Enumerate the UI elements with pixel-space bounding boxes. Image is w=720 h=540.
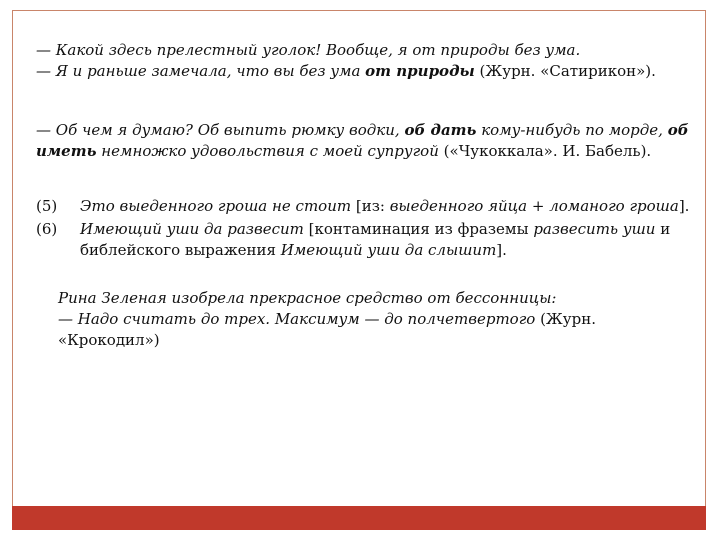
quote-line-2-source: (Журн. «Сатирикон»). xyxy=(474,62,656,80)
quote2-a: — Об чем я думаю? Об выпить рюмку водки, xyxy=(36,121,405,139)
quote-line-1: — Какой здесь прелестный уголок! Вообще, я от природы без ума. xyxy=(36,41,581,59)
quote4-line-1: Рина Зеленая изобрела прекрасное средство от бессонницы: xyxy=(58,289,557,307)
quote4-line-2-source: (Журн. «Крокодил») xyxy=(58,310,596,349)
quote-line-2 xyxy=(36,61,696,82)
quote-chukokkala xyxy=(36,120,696,162)
slide-frame xyxy=(12,10,706,530)
ex5-c: выеденного яйца xyxy=(389,197,528,215)
ex6-b: [контаминация из фраземы xyxy=(303,220,534,238)
example-text xyxy=(80,219,696,261)
examples-list xyxy=(36,196,696,261)
ex6-f: ]. xyxy=(496,241,507,259)
example-5 xyxy=(36,196,696,217)
ex5-b: [из: xyxy=(351,197,390,215)
quote2-c: кому-нибудь по морде, xyxy=(476,121,668,139)
ex6-e: Имеющий уши да слышит xyxy=(280,241,497,259)
quote-line-2-emphasis: от природы xyxy=(365,62,475,80)
quote2-d: об иметь xyxy=(36,121,689,160)
quote-krokodil xyxy=(58,288,698,351)
ex5-a: Это выеденного гроша не стоит xyxy=(80,197,352,215)
quote4-line-2-text: — Надо считать до трех. Максимум — до полчетвертого xyxy=(58,310,536,328)
quote2-e: немножко удовольствия с моей супругой xyxy=(96,142,439,160)
quote4-line-2 xyxy=(58,309,698,351)
example-number: (5) xyxy=(36,197,58,215)
example-6 xyxy=(36,219,696,261)
quote-line-2-a: — Я и раньше замечала, что вы без ума xyxy=(36,62,366,80)
ex5-d: + xyxy=(527,197,550,215)
example-number: (6) xyxy=(36,220,58,238)
quote-satirikon xyxy=(36,40,696,82)
quote2-b: об дать xyxy=(404,121,477,139)
bottom-accent-bar xyxy=(12,506,706,530)
ex5-f: ]. xyxy=(678,197,690,215)
ex6-a: Имеющий уши да развесит xyxy=(80,220,304,238)
example-text xyxy=(80,196,696,217)
ex6-c: развесить уши xyxy=(533,220,656,238)
ex5-e: ломаного гроша xyxy=(549,197,679,215)
quote2-source: («Чукоккала». И. Бабель). xyxy=(438,142,652,160)
ex6-d: и библейского выражения xyxy=(80,220,671,259)
